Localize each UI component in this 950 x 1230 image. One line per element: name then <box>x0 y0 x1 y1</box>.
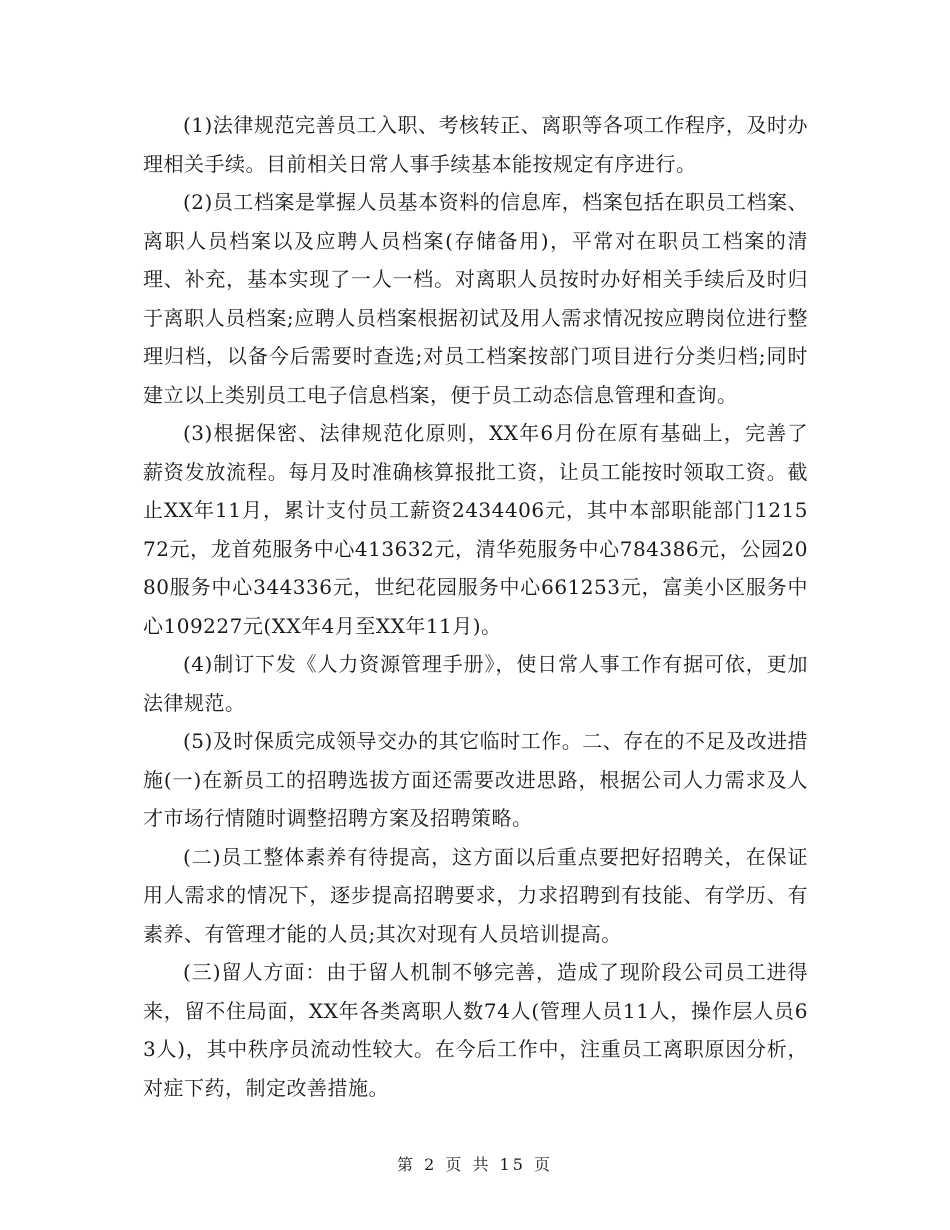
paragraph-2: (2)员工档案是掌握人员基本资料的信息库，档案包括在职员工档案、离职人员档案以及应聘人员档案(存储备用)，平常对在职员工档案的清理、补充，基本实现了一人一档。对离职人员按时办好相关手续后及时归于离职人员档案;应聘人员档案根据初试及用人需求情况按应聘岗位进行整理归档，以备今后需要时查选;对员工档案按部门项目进行分类归档;同时建立以上类别员工电子信息档案，便于员工动态信息管理和查询。 <box>143 190 808 407</box>
paragraph-5: (5)及时保质完成领导交办的其它临时工作。二、存在的不足及改进措施(一)在新员工的招聘选拔方面还需要改进思路，根据公司人力需求及人才市场行情随时调整招聘方案及招聘策略。 <box>143 729 808 830</box>
document-body <box>143 106 808 1107</box>
paragraph-6: (二)员工整体素养有待提高，这方面以后重点要把好招聘关，在保证用人需求的情况下，逐步提高招聘要求，力求招聘到有技能、有学历、有素养、有管理才能的人员;其次对现有人员培训提高。 <box>143 844 808 946</box>
paragraph-3: (3)根据保密、法律规范化原则，XX年6月份在原有基础上，完善了薪资发放流程。每月及时准确核算报批工资，让员工能按时领取工资。截止XX年11月，累计支付员工薪资2434406元，其中本部职能部门121572元，龙首苑服务中心413632元，清华苑服务中心784386元，公园2080服务中心344336元，世纪花园服务中心661253元，富美小区服务中心109227元(XX年4月至XX年11月)。 <box>143 421 808 638</box>
page-number-footer: 第 2 页 共 15 页 <box>397 1155 553 1174</box>
paragraph-1: (1)法律规范完善员工入职、考核转正、离职等各项工作程序，及时办理相关手续。目前相关日常人事手续基本能按规定有序进行。 <box>143 113 808 176</box>
paragraph-4: (4)制订下发《人力资源管理手册》，使日常人事工作有据可依，更加法律规范。 <box>143 652 808 715</box>
paragraph-7: (三)留人方面：由于留人机制不够完善，造成了现阶段公司员工进得来，留不住局面，XX年各类离职人数74人(管理人员11人，操作层人员63人)，其中秩序员流动性较大。在今后工作中，注重员工离职原因分析，对症下药，制定改善措施。 <box>143 960 808 1100</box>
